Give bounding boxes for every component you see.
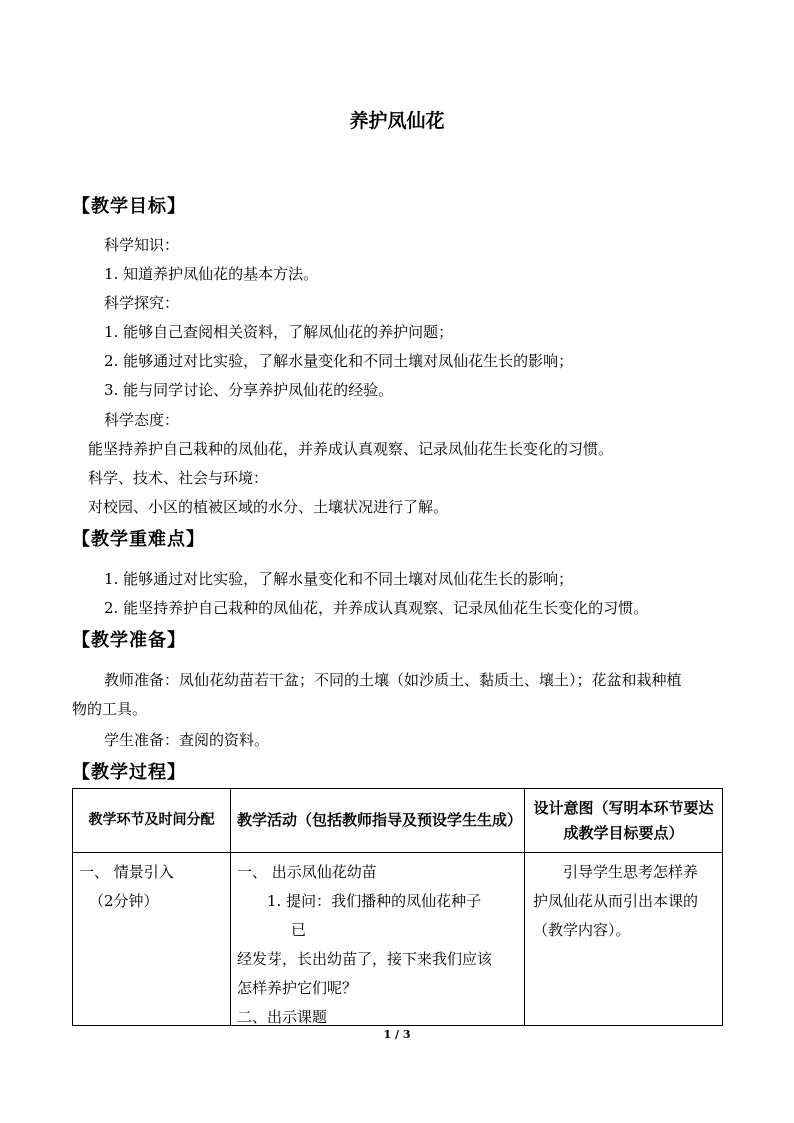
table-cell xyxy=(525,853,723,1026)
cell-line: （教学内容）。 xyxy=(533,921,631,939)
table-header-cell: 教学环节及时间分配 xyxy=(73,789,231,853)
cell-line: 已 xyxy=(291,921,307,939)
preparation-heading: 【教学准备】 xyxy=(72,630,186,651)
cell-line: 一、 情景引入 xyxy=(79,863,174,881)
cell-line: 二、出示课题 xyxy=(237,1008,328,1026)
preparation-line: 学生准备：查阅的资料。 xyxy=(104,731,270,749)
goals-line: 科学态度： xyxy=(104,411,180,429)
table-cell xyxy=(73,853,231,1026)
table-header-cell: 教学活动（包括教师指导及预设学生生成） xyxy=(231,789,525,853)
cell-line: 1. 提问：我们播种的凤仙花种子 xyxy=(267,892,482,910)
key-points-line: 1. 能够通过对比实验，了解水量变化和不同土壤对凤仙花生长的影响； xyxy=(104,570,574,588)
cell-line: 一、 出示凤仙花幼苗 xyxy=(237,863,377,881)
goals-line: 科学知识： xyxy=(104,236,180,254)
cell-line: 护凤仙花从而引出本课的 xyxy=(533,892,699,910)
cell-line: 经发芽，长出幼苗了，接下来我们应该 xyxy=(237,950,493,968)
document-title: 养护凤仙花 xyxy=(349,110,445,132)
cell-line: 怎样养护它们呢？ xyxy=(237,979,358,997)
table-row xyxy=(73,853,723,1026)
goals-line: 科学、技术、社会与环境： xyxy=(88,469,269,487)
cell-line: （2分钟） xyxy=(89,892,159,910)
goals-heading: 【教学目标】 xyxy=(72,196,186,217)
cell-line: 引导学生思考怎样养 xyxy=(563,863,699,881)
process-table xyxy=(72,788,723,1026)
goals-line: 对校园、小区的植被区域的水分、土壤状况进行了解。 xyxy=(88,498,449,516)
goals-line: 3. 能与同学讨论、分享养护凤仙花的经验。 xyxy=(104,381,394,399)
goals-line: 2. 能够通过对比实验，了解水量变化和不同土壤对凤仙花生长的影响； xyxy=(104,352,574,370)
preparation-line: 教师准备：凤仙花幼苗若干盆；不同的土壤（如沙质土、黏质土、壤土）；花盆和栽种植 xyxy=(104,671,682,689)
goals-line: 1. 能够自己查阅相关资料，了解凤仙花的养护问题； xyxy=(104,323,454,341)
key-points-heading: 【教学重难点】 xyxy=(72,529,205,550)
table-header-row xyxy=(73,789,723,853)
goals-line: 1. 知道养护凤仙花的基本方法。 xyxy=(104,265,319,283)
process-heading: 【教学过程】 xyxy=(72,762,186,783)
table-cell xyxy=(231,853,525,1026)
page-number: 1 / 3 xyxy=(383,1028,411,1041)
preparation-line: 物的工具。 xyxy=(72,700,148,718)
key-points-line: 2. 能坚持养护自己栽种的凤仙花，并养成认真观察、记录凤仙花生长变化的习惯。 xyxy=(104,599,649,617)
goals-line: 能坚持养护自己栽种的凤仙花，并养成认真观察、记录凤仙花生长变化的习惯。 xyxy=(88,440,614,458)
table-header-cell: 设计意图（写明本环节要达成教学目标要点） xyxy=(525,789,723,853)
goals-line: 科学探究： xyxy=(104,294,180,312)
